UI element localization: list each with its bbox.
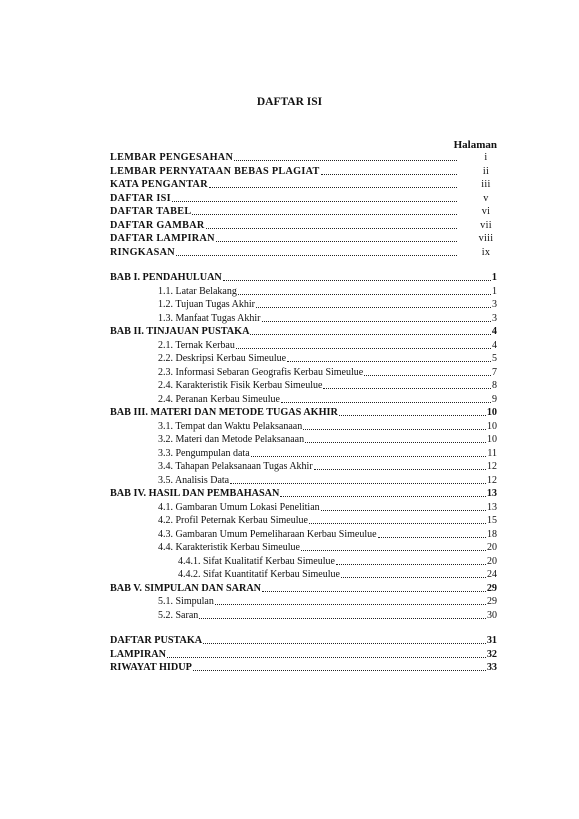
dot-leader xyxy=(176,255,457,256)
toc-entry-page: vii xyxy=(480,219,492,231)
toc-chapter-entry[interactable] xyxy=(110,272,497,284)
dot-leader xyxy=(193,670,486,671)
dot-leader xyxy=(256,307,491,308)
dot-leader xyxy=(303,429,486,430)
toc-entry-label: 4.2. Profil Peternak Kerbau Simeulue xyxy=(158,515,308,526)
dot-leader xyxy=(192,214,457,215)
page-title: DAFTAR ISI xyxy=(256,96,323,108)
toc-section-entry[interactable] xyxy=(158,380,497,392)
toc-entry-label: BAB V. SIMPULAN DAN SARAN xyxy=(110,582,262,594)
toc-entry-page: 13 xyxy=(486,488,497,499)
dot-leader xyxy=(339,415,486,416)
toc-front-entry[interactable] xyxy=(110,152,497,164)
toc-entry-label: 5.1. Simpulan xyxy=(158,596,214,607)
toc-entry-page: ii xyxy=(482,165,490,177)
toc-entry-label: BAB IV. HASIL DAN PEMBAHASAN xyxy=(110,488,280,499)
toc-front-entry[interactable] xyxy=(110,193,497,205)
toc-entry-label: 3.4. Tahapan Pelaksanaan Tugas Akhir xyxy=(158,461,313,472)
toc-entry-page: viii xyxy=(478,233,494,244)
dot-leader xyxy=(172,201,457,202)
toc-entry-page: 9 xyxy=(492,393,497,405)
toc-entry-label: BAB II. TINJAUAN PUSTAKA xyxy=(110,326,250,337)
toc-back-entry[interactable] xyxy=(110,649,497,661)
toc-entry-page: 3 xyxy=(492,299,497,310)
toc-entry-page: 10 xyxy=(487,434,497,445)
toc-entry-label: DAFTAR PUSTAKA xyxy=(110,635,203,647)
toc-entry-page: 11 xyxy=(487,447,497,459)
dot-leader xyxy=(206,228,457,229)
dot-leader xyxy=(336,564,486,565)
toc-section-entry[interactable] xyxy=(158,461,497,473)
toc-entry-page: 7 xyxy=(492,366,497,378)
toc-entry-page: 12 xyxy=(487,474,497,486)
toc-front-entry[interactable] xyxy=(110,247,497,259)
dot-leader xyxy=(305,442,486,443)
toc-front-entry[interactable] xyxy=(110,220,497,232)
dot-leader xyxy=(167,657,486,658)
toc-entry-label: DAFTAR GAMBAR xyxy=(110,219,205,231)
toc-entry-page: 33 xyxy=(486,662,497,674)
toc-entry-page: 18 xyxy=(487,528,497,540)
toc-entry-label: 3.5. Analisis Data xyxy=(158,474,230,486)
dot-leader xyxy=(251,456,487,457)
toc-front-entry[interactable] xyxy=(110,166,497,178)
toc-entry-label: LEMBAR PENGESAHAN xyxy=(110,152,234,163)
dot-leader xyxy=(262,321,492,322)
toc-entry-label: DAFTAR TABEL xyxy=(110,206,192,217)
toc-section-entry[interactable] xyxy=(158,394,497,406)
toc-section-entry[interactable] xyxy=(158,502,497,514)
toc-entry-page: 4 xyxy=(491,326,497,337)
dot-leader xyxy=(341,577,486,578)
toc-entry-page: 8 xyxy=(492,380,497,391)
toc-entry-label: 2.2. Deskripsi Kerbau Simeulue xyxy=(158,353,287,364)
toc-entry-page: 29 xyxy=(486,582,497,594)
toc-section-entry[interactable] xyxy=(158,610,497,622)
dot-leader xyxy=(321,510,486,511)
toc-entry-label: BAB III. MATERI DAN METODE TUGAS AKHIR xyxy=(110,407,338,418)
toc-entry-label: 3.3. Pengumpulan data xyxy=(158,447,250,459)
toc-entry-label: 4.1. Gambaran Umum Lokasi Penelitian xyxy=(158,501,320,513)
toc-chapter-entry[interactable] xyxy=(110,326,497,338)
dot-leader xyxy=(230,483,486,484)
toc-entry-label: 1.3. Manfaat Tugas Akhir xyxy=(158,312,261,324)
toc-entry-page: 3 xyxy=(492,312,497,324)
toc-entry-page: 13 xyxy=(487,501,497,513)
toc-section-entry[interactable] xyxy=(158,515,497,527)
toc-entry-page: 20 xyxy=(487,555,497,567)
toc-entry-page: 5 xyxy=(492,353,497,364)
toc-entry-page: ix xyxy=(481,246,491,258)
toc-chapter-entry[interactable] xyxy=(110,583,497,595)
dot-leader xyxy=(314,469,486,470)
dot-leader xyxy=(236,348,491,349)
toc-entry-page: 31 xyxy=(486,635,497,647)
dot-leader xyxy=(203,643,486,644)
toc-entry-label: 3.1. Tempat dan Waktu Pelaksanaan xyxy=(158,420,303,432)
dot-leader xyxy=(301,550,486,551)
dot-leader xyxy=(280,496,485,497)
dot-leader xyxy=(209,187,457,188)
toc-chapter-entry[interactable] xyxy=(110,488,497,500)
toc-entry-label: KATA PENGANTAR xyxy=(110,179,208,190)
dot-leader xyxy=(234,160,457,161)
toc-entry-label: 2.4. Karakteristik Fisik Kerbau Simeulue xyxy=(158,380,323,391)
toc-entry-label: 5.2. Saran xyxy=(158,609,199,621)
toc-entry-label: 2.3. Informasi Sebaran Geografis Kerbau Simeulue xyxy=(158,366,364,378)
toc-entry-page: 4 xyxy=(492,339,497,351)
toc-entry-page: i xyxy=(484,152,488,163)
dot-leader xyxy=(199,618,486,619)
toc-entry-page: iii xyxy=(481,179,491,190)
dot-leader xyxy=(216,241,457,242)
toc-section-entry[interactable] xyxy=(158,421,497,433)
toc-entry-page: 10 xyxy=(486,407,497,418)
dot-leader xyxy=(287,361,491,362)
toc-entry-page: 15 xyxy=(487,515,497,526)
toc-subsubsection-entry[interactable] xyxy=(178,569,497,581)
toc-section-entry[interactable] xyxy=(158,353,497,365)
toc-back-entry[interactable] xyxy=(110,662,497,674)
toc-chapter-entry[interactable] xyxy=(110,407,497,419)
toc-section-entry[interactable] xyxy=(158,596,497,608)
toc-entry-page: vi xyxy=(481,206,491,217)
toc-entry-page: 10 xyxy=(487,420,497,432)
dot-leader xyxy=(323,388,491,389)
toc-section-entry[interactable] xyxy=(158,529,497,541)
toc-section-entry[interactable] xyxy=(158,542,497,554)
dot-leader xyxy=(281,402,491,403)
toc-front-entry[interactable] xyxy=(110,206,497,218)
dot-leader xyxy=(364,375,491,376)
toc-entry-label: 2.4. Peranan Kerbau Simeulue xyxy=(158,393,280,405)
dot-leader xyxy=(223,280,491,281)
toc-entry-label: 1.1. Latar Belakang xyxy=(158,285,237,297)
toc-entry-page: v xyxy=(483,192,489,204)
page-column-header: Halaman xyxy=(453,139,497,151)
toc-section-entry[interactable] xyxy=(158,340,497,352)
toc-entry-label: 1.2. Tujuan Tugas Akhir xyxy=(158,299,255,310)
toc-entry-label: LEMBAR PERNYATAAN BEBAS PLAGIAT xyxy=(110,165,320,177)
toc-section-entry[interactable] xyxy=(158,313,497,325)
dot-leader xyxy=(250,334,490,335)
toc-front-entry[interactable] xyxy=(110,233,497,245)
toc-entry-page: 24 xyxy=(487,569,497,580)
toc-entry-label: 4.4.2. Sifat Kuantitatif Kerbau Simeulue xyxy=(178,569,340,580)
toc-entry-label: LAMPIRAN xyxy=(110,648,167,660)
dot-leader xyxy=(262,591,486,592)
dot-leader xyxy=(378,537,486,538)
toc-entry-label: 4.3. Gambaran Umum Pemeliharaan Kerbau Simeulue xyxy=(158,528,377,540)
toc-entry-page: 1 xyxy=(492,285,497,297)
toc-entry-label: BAB I. PENDAHULUAN xyxy=(110,272,222,283)
toc-entry-label: 3.2. Materi dan Metode Pelaksanaan xyxy=(158,434,305,445)
toc-subsubsection-entry[interactable] xyxy=(178,556,497,568)
toc-entry-page: 1 xyxy=(491,272,497,283)
toc-entry-page: 29 xyxy=(487,596,497,607)
dot-leader xyxy=(321,174,457,175)
toc-entry-label: 4.4. Karakteristik Kerbau Simeulue xyxy=(158,542,300,553)
toc-entry-label: 2.1. Ternak Kerbau xyxy=(158,339,235,351)
toc-section-entry[interactable] xyxy=(158,434,497,446)
toc-section-entry[interactable] xyxy=(158,299,497,311)
toc-back-entry[interactable] xyxy=(110,635,497,647)
toc-entry-page: 32 xyxy=(486,648,497,660)
toc-entry-label: DAFTAR LAMPIRAN xyxy=(110,233,215,244)
toc-entry-label: RIWAYAT HIDUP xyxy=(110,662,192,674)
toc-section-entry[interactable] xyxy=(158,286,497,298)
toc-section-entry[interactable] xyxy=(158,367,497,379)
toc-front-entry[interactable] xyxy=(110,179,497,191)
dot-leader xyxy=(238,294,491,295)
toc-entry-label: RINGKASAN xyxy=(110,246,175,258)
toc-section-entry[interactable] xyxy=(158,448,497,460)
toc-entry-page: 30 xyxy=(487,609,497,621)
toc-entry-label: DAFTAR ISI xyxy=(110,192,171,204)
toc-section-entry[interactable] xyxy=(158,475,497,487)
dot-leader xyxy=(215,604,486,605)
toc-entry-label: 4.4.1. Sifat Kualitatif Kerbau Simeulue xyxy=(178,555,335,567)
dot-leader xyxy=(309,523,486,524)
toc-entry-page: 20 xyxy=(487,542,497,553)
toc-entry-page: 12 xyxy=(487,461,497,472)
